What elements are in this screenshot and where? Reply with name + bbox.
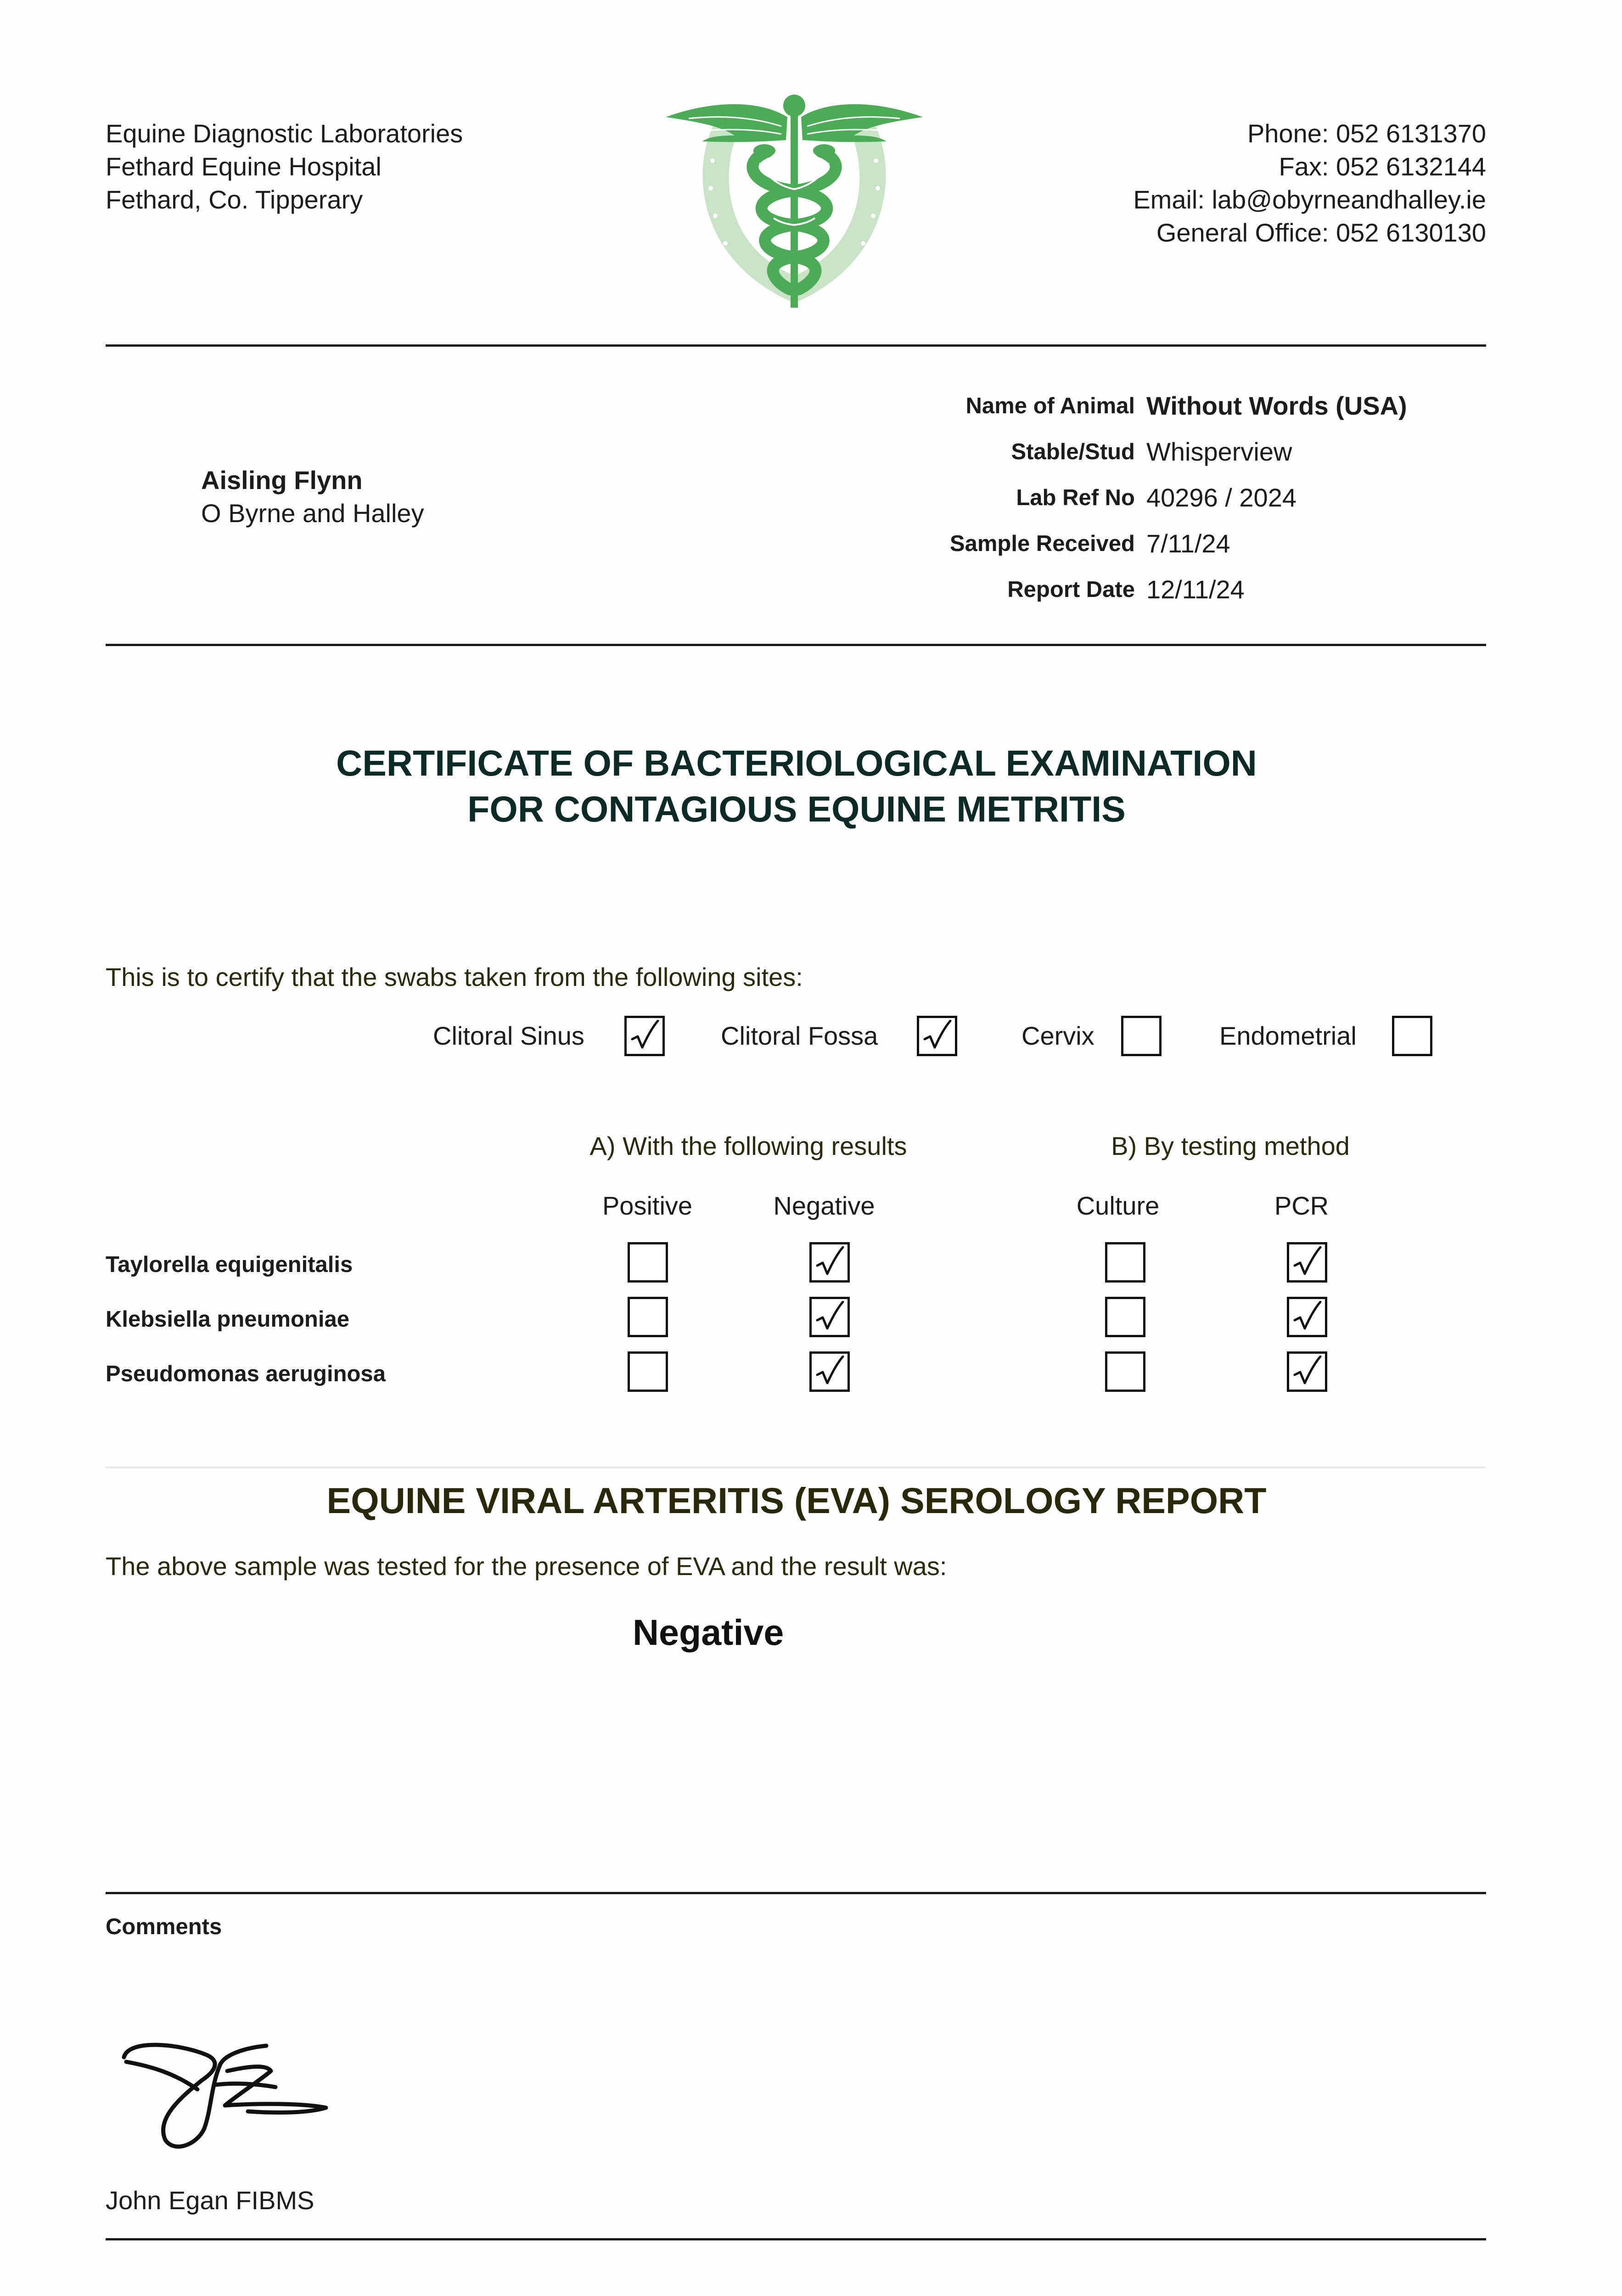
site-checkbox-clitoral-sinus[interactable] [624,1016,665,1056]
signature-image [110,2030,349,2158]
certificate-title-line2: FOR CONTAGIOUS EQUINE METRITIS [467,788,1126,829]
result-positive-checkbox[interactable] [628,1242,668,1283]
lab-hospital: Fethard Equine Hospital [106,152,382,181]
contact-email: Email: lab@obyrneandhalley.ie [1133,185,1486,214]
checkmark-icon [814,1301,845,1334]
info-value: 12/11/24 [1146,575,1245,604]
site-label: Endometrial [1219,1021,1357,1050]
eva-statement: The above sample was tested for the presence of EVA and the result was: [106,1552,947,1581]
info-value: Whisperview [1146,437,1292,466]
checkmark-icon [1292,1301,1322,1334]
result-positive-checkbox[interactable] [628,1297,668,1337]
site-label: Cervix [1021,1021,1094,1050]
method-heading: B) By testing method [1111,1131,1350,1160]
certificate-intro: This is to certify that the swabs taken from the following sites: [106,962,803,991]
checkmark-icon [814,1246,845,1279]
info-divider [106,644,1486,646]
result-negative-checkbox[interactable] [809,1351,850,1392]
info-row-stable [872,433,1515,479]
method-culture-checkbox[interactable] [1105,1242,1145,1283]
info-row-animal-name [872,388,1515,433]
column-positive: Positive [602,1191,693,1220]
column-pcr: PCR [1274,1191,1329,1220]
info-value: Without Words (USA) [1146,391,1407,420]
contact-office: General Office: 052 6130130 [1156,218,1486,247]
contact-block [1133,117,1486,249]
signatory-name: John Egan FIBMS [106,2186,314,2215]
client-name: Aisling Flynn [201,466,363,495]
method-culture-checkbox[interactable] [1105,1297,1145,1337]
lab-location: Fethard, Co. Tipperary [106,185,363,214]
comments-divider [106,1892,1486,1894]
info-row-lab-ref [872,479,1515,525]
info-value: 7/11/24 [1146,529,1230,558]
info-label: Lab Ref No [1016,485,1135,510]
method-pcr-checkbox[interactable] [1287,1351,1327,1392]
header-divider [106,344,1486,347]
site-label: Clitoral Fossa [721,1021,878,1050]
comments-label: Comments [106,1914,222,1939]
organism-name: Taylorella equigenitalis [106,1252,353,1277]
lab-address [106,117,463,216]
section-divider [106,1467,1486,1468]
footer-divider [106,2238,1486,2240]
result-negative-checkbox[interactable] [809,1297,850,1337]
info-label: Report Date [1007,577,1135,602]
column-culture: Culture [1076,1191,1160,1220]
checkmark-icon [1292,1246,1322,1279]
method-pcr-checkbox[interactable] [1287,1242,1327,1283]
site-checkbox-clitoral-fossa[interactable] [917,1016,957,1056]
lab-name: Equine Diagnostic Laboratories [106,119,463,148]
info-row-report-date [872,571,1515,617]
method-culture-checkbox[interactable] [1105,1351,1145,1392]
result-negative-checkbox[interactable] [809,1242,850,1283]
site-label: Clitoral Sinus [433,1021,584,1050]
organism-name: Pseudomonas aeruginosa [106,1362,386,1386]
info-value: 40296 / 2024 [1146,483,1296,512]
info-row-sample-received [872,525,1515,571]
caduceus-logo-icon [661,83,927,317]
eva-title: EQUINE VIRAL ARTERITIS (EVA) SEROLOGY REPORT [326,1480,1267,1521]
method-pcr-checkbox[interactable] [1287,1297,1327,1337]
info-label: Stable/Stud [1011,439,1135,464]
checkmark-icon [1292,1356,1322,1389]
result-positive-checkbox[interactable] [628,1351,668,1392]
site-checkbox-cervix[interactable] [1121,1016,1162,1056]
client-block [201,464,424,530]
checkmark-icon [629,1020,660,1053]
info-label: Sample Received [949,531,1135,556]
eva-result: Negative [633,1612,784,1653]
column-negative: Negative [773,1191,875,1220]
contact-phone: Phone: 052 6131370 [1247,119,1486,148]
checkmark-icon [922,1020,952,1053]
checkmark-icon [814,1356,845,1389]
info-label: Name of Animal [965,394,1135,418]
organism-name: Klebsiella pneumoniae [106,1307,349,1332]
client-firm: O Byrne and Halley [201,499,424,528]
certificate-title-line1: CERTIFICATE OF BACTERIOLOGICAL EXAMINATION [336,743,1257,783]
contact-fax: Fax: 052 6132144 [1279,152,1486,181]
results-heading: A) With the following results [589,1131,907,1160]
site-checkbox-endometrial[interactable] [1392,1016,1432,1056]
